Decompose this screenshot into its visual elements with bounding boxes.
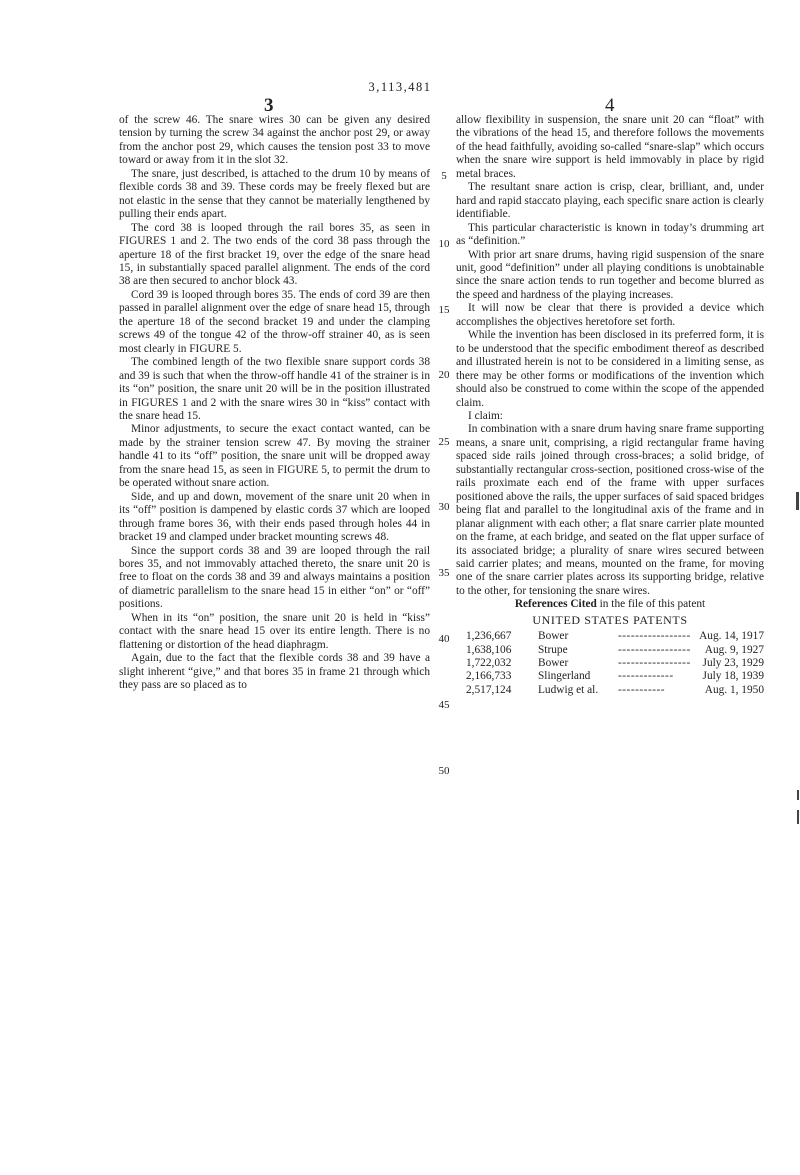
claim-text: In combination with a snare drum having snare frame supporting means, a snare unit, comprising, a rigid rectangular frame having spaced side rails joined through cross-braces; a solid bridge, of substantially rectangular cross-section, positioned cross-wise of the rails proximate each end of the frame with upper surfaces positioned above the rails, the upper surfaces of said spaced bridges being flat and parallel to the longitudinal axis of the frame and in planar alignment with each other; a flat snare carrier plate mounted on the frame, at each bridge, and seated on the flat upper surface of its associated bridge; a plurality of snare wires secured between said carrier plates; and means, mounted on the frame, for moving one of the snare carrier plates across its supporting bridge, relative to the other, for tensioning the snare wires.: [456, 423, 764, 597]
reference-leader: -------------: [618, 670, 674, 683]
reference-date: Aug. 14, 1917: [699, 630, 764, 643]
paragraph: Again, due to the fact that the flexible cords 38 and 39 have a slight inherent “give,” and that bores 35 in frame 21 through which they pass are so placed as to: [119, 652, 430, 692]
paragraph: When in its “on” position, the snare unit 20 is held in “kiss” contact with the snare head 15 over its entire length. There is no flattening or distortion of the head diaphragm.: [119, 611, 430, 651]
reference-number: 2,166,733: [466, 670, 512, 683]
claim-intro: I claim:: [468, 409, 503, 422]
reference-inventor: Slingerland: [538, 670, 591, 683]
reference-row: [456, 684, 764, 697]
paragraph: The combined length of the two flexible snare support cords 38 and 39 is such that when the throw-off handle 41 of the strainer is in its “on” position, the snare unit 20 will be in the position illustrated in FIGURES 1 and 2 with the snare wires 30 in “kiss” contact with the snare head 15.: [119, 356, 430, 422]
references-subheading: UNITED STATES PATENTS: [532, 612, 688, 627]
reference-inventor: Bower: [538, 630, 569, 643]
references-heading-bold: References Cited: [514, 598, 597, 611]
reference-leader: -----------: [618, 683, 666, 696]
right-text-column: [456, 114, 764, 697]
reference-number: 1,638,106: [466, 643, 512, 656]
paragraph: With prior art snare drums, having rigid suspension of the snare unit, good “definition” under all playing conditions is unobtainable since the snare action tends to run together and become blurred as the speed and hardness of the playing increases.: [456, 248, 764, 301]
reference-row: [456, 657, 764, 670]
paragraph: The cord 38 is looped through the rail bores 35, as seen in FIGURES 1 and 2. The two ends of the cord 38 pass through the aperture 18 of the first bracket 19, over the edge of the snare head 15, in substantially spaced parallel alignment. The ends of the cord 38 are then secured to anchor block 43.: [119, 221, 430, 288]
paragraph: The snare, just described, is attached to the drum 10 by means of flexible cords 38 and 39. These cords may be freely flexed but are not elastic in the sense that they cannot be materially lengthened by pulling their ends apart.: [119, 167, 430, 221]
reference-number: 2,517,124: [466, 683, 512, 696]
patent-number: 3,113,481: [368, 80, 432, 94]
reference-leader: -----------------: [618, 630, 691, 643]
reference-date: Aug. 9, 1927: [704, 643, 764, 656]
paragraph: While the invention has been disclosed in its preferred form, it is to be understood that the specific embodiment thereof as described and illustrated herein is not to be considered in a limiting sense, as there may be other forms or modifications of the invention which should also be construed to come within the scope of the appended claim.: [456, 329, 764, 409]
reference-date: July 23, 1929: [702, 657, 764, 670]
reference-leader: -----------------: [618, 643, 691, 656]
right-column-number: 4: [605, 95, 615, 116]
reference-number: 1,236,667: [466, 630, 512, 643]
references-heading-rest: in the file of this patent: [596, 598, 706, 611]
scan-edge-mark: [796, 492, 799, 510]
paragraph: Side, and up and down, movement of the snare unit 20 when in its “off” position is dampened by elastic cords 37 which are looped through frame bores 36, with their ends pased through holes 44 in bracket 19 and clamped under bracket mounting screws 48.: [119, 490, 430, 544]
references-heading: [456, 598, 764, 611]
line-number: 30: [438, 501, 450, 513]
reference-date: Aug. 1, 1950: [704, 683, 764, 696]
reference-inventor: Ludwig et al.: [538, 683, 599, 696]
paragraph: This particular characteristic is known in today’s drumming art as “definition.”: [456, 221, 764, 248]
reference-row: [456, 670, 764, 683]
paragraph: The resultant snare action is crisp, clear, brilliant, and, under hard and rapid staccato playing, each specific snare action is clearly identifiable.: [456, 181, 764, 221]
paragraph: It will now be clear that there is provided a device which accomplishes the objectives heretofore set forth.: [456, 302, 764, 328]
reference-inventor: Strupe: [538, 643, 568, 656]
reference-row: [456, 630, 764, 643]
scan-edge-mark: [797, 810, 799, 824]
left-text-column: [119, 114, 430, 692]
reference-inventor: Bower: [538, 657, 569, 670]
paragraph: Minor adjustments, to secure the exact contact wanted, can be made by the strainer tension screw 47. By moving the strainer handle 41 to its “off” position, the snare unit will be dropped away from the snare head 15, as seen in FIGURE 5, to permit the drum to be operated without snare action.: [119, 423, 430, 490]
line-number: 20: [438, 369, 450, 381]
line-number: 35: [438, 567, 450, 579]
reference-leader: -----------------: [618, 657, 691, 670]
paragraph: Since the support cords 38 and 39 are looped through the rail bores 35, and not immovably attached thereto, the snare unit 20 is free to float on the cords 38 and 39 and always maintains a position of diametric parallelism to the snare head 15 in either “on” or “off” positions.: [119, 544, 430, 611]
line-number: 40: [438, 633, 450, 645]
line-number: 15: [438, 304, 450, 316]
line-number: 25: [438, 436, 450, 448]
line-number: 10: [438, 238, 450, 250]
paragraph: allow flexibility in suspension, the snare unit 20 can “float” with the vibrations of the head 15, and therefore follows the movements of the head faithfully, avoiding so-called “snare-slap” which occurs when the snare wire support is held immovably in place by rigid metal braces.: [456, 114, 764, 180]
scan-edge-mark: [797, 790, 799, 800]
reference-row: [456, 644, 764, 657]
left-column-number: 3: [264, 95, 274, 116]
paragraph: Cord 39 is looped through bores 35. The ends of cord 39 are then passed in parallel alignment over the edge of snare head 15, through the aperture 18 of the second bracket 19 and under the clamping screws 49 of the tongue 42 of the throw-off strainer 40, as is seen most clearly in FIGURE 5.: [119, 288, 430, 355]
reference-date: July 18, 1939: [702, 670, 764, 683]
reference-number: 1,722,032: [466, 657, 512, 670]
paragraph: of the screw 46. The snare wires 30 can be given any desired tension by turning the screw 34 against the anchor post 29, or away from the anchor post 29, which causes the tension post 33 to move toward or away from it in the slot 32.: [119, 114, 430, 167]
line-number: 45: [438, 699, 450, 711]
line-number: 50: [438, 765, 450, 777]
line-number: 5: [441, 170, 447, 182]
